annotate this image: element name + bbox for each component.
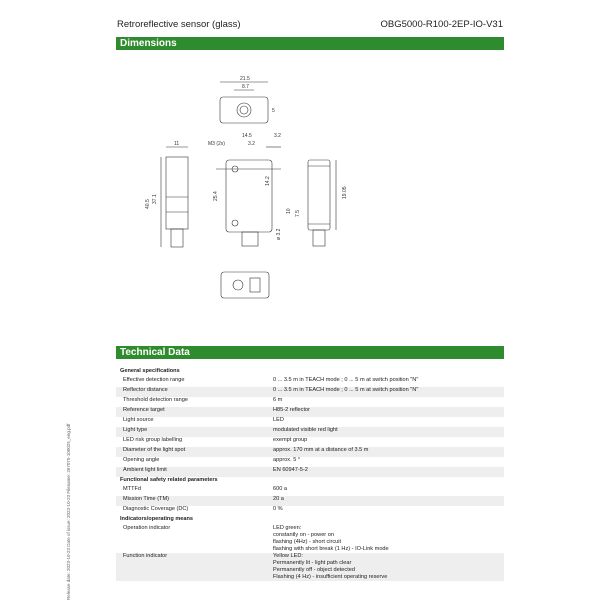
parameter-value: exempt group (269, 437, 504, 447)
dim-14-5: 14.5 (242, 133, 252, 139)
parameter-label: Ambient light limit (116, 467, 269, 477)
table-row (116, 486, 504, 496)
table-row (116, 447, 504, 457)
parameter-value: 0 ... 3.5 m in TEACH mode ; 0 ... 5 m at switch position "N" (269, 387, 504, 397)
dimensions-heading: Dimensions (116, 37, 504, 50)
table-row (116, 427, 504, 437)
table-group-header: Indicators/operating means (116, 516, 504, 525)
parameter-label: Light source (116, 417, 269, 427)
parameter-label: Operation indicator (116, 525, 269, 553)
model-number: OBG5000-R100-2EP-IO-V31 (380, 19, 503, 30)
dim-10: 10 (286, 208, 292, 214)
dim-m3: M3 (2x) (208, 141, 225, 147)
parameter-value: approx. 5 ° (269, 457, 504, 467)
parameter-value: Yellow LED: Permanently lit - light path clear Permanently off - object detected Flashing (4 Hz) - insufficient operating reserve (269, 553, 504, 581)
parameter-value: 6 m (269, 397, 504, 407)
parameter-value: EN 60947-5-2 (269, 467, 504, 477)
dim-3-2-mid: 3.2 (248, 141, 255, 147)
table-row (116, 397, 504, 407)
parameter-value: H85-2 reflector (269, 407, 504, 417)
left-side-view (161, 147, 188, 247)
dim-19-05: 19.05 (342, 186, 348, 199)
parameter-label: Reference target (116, 407, 269, 417)
table-row (116, 377, 504, 387)
parameter-value: 0 % (269, 506, 504, 516)
table-row (116, 467, 504, 477)
parameter-label: Effective detection range (116, 377, 269, 387)
parameter-value: LED green: constantly on - power on flashing (4Hz) - short circuit flashing with short break (1 Hz) - IO-Link mode (269, 525, 504, 553)
parameter-label: Diameter of the light spot (116, 447, 269, 457)
parameter-value: LED (269, 417, 504, 427)
dim-8-7: 8.7 (242, 84, 249, 90)
parameter-label: Mission Time (TM) (116, 496, 269, 506)
front-view (216, 147, 281, 246)
parameter-label: Light type (116, 427, 269, 437)
parameter-value: 0 ... 3.5 m in TEACH mode ; 0 ... 5 m at switch position "N" (269, 377, 504, 387)
table-row (116, 387, 504, 397)
right-side-view (308, 160, 336, 246)
dim-diameter-3-2: ø 3.2 (276, 228, 282, 240)
parameter-value: 20 a (269, 496, 504, 506)
dim-14-2: 14.2 (265, 176, 271, 186)
technical-data-table (116, 368, 504, 581)
table-row (116, 553, 504, 581)
dim-37-1: 37.1 (152, 194, 158, 204)
table-row (116, 506, 504, 516)
parameter-value: modulated visible red light (269, 427, 504, 437)
table-row (116, 457, 504, 467)
parameter-value: 600 a (269, 486, 504, 496)
parameter-label: Function indicator (116, 553, 269, 581)
parameter-label: Opening angle (116, 457, 269, 467)
release-info: Release date: 2023-10-23 Date of issue: 2023-10-23 Filename: 267075-100025_eng.pdf (66, 423, 71, 600)
dim-7-5: 7.5 (295, 210, 301, 217)
table-group-header: General specifications (116, 368, 504, 377)
document-title: Retroreflective sensor (glass) (117, 19, 241, 30)
table-row (116, 437, 504, 447)
technical-data-heading: Technical Data (116, 346, 504, 359)
parameter-value: approx. 170 mm at a distance of 3.5 m (269, 447, 504, 457)
table-row (116, 525, 504, 553)
dim-25-4: 25.4 (213, 191, 219, 201)
table-row (116, 496, 504, 506)
dim-40-5: 40.5 (145, 199, 151, 209)
table-group-header: Functional safety related parameters (116, 477, 504, 486)
parameter-label: Threshold detection range (116, 397, 269, 407)
table-row (116, 417, 504, 427)
table-row (116, 407, 504, 417)
dim-5: 5 (272, 108, 275, 114)
dimensions-drawing (116, 62, 504, 302)
dim-3-2-top: 3.2 (274, 133, 281, 139)
dim-21-5: 21.5 (240, 76, 250, 82)
parameter-label: Diagnostic Coverage (DC) (116, 506, 269, 516)
parameter-label: Reflector distance (116, 387, 269, 397)
parameter-label: LED risk group labelling (116, 437, 269, 447)
dim-11: 11 (174, 141, 180, 147)
bottom-view (221, 272, 269, 298)
parameter-label: MTTFd (116, 486, 269, 496)
